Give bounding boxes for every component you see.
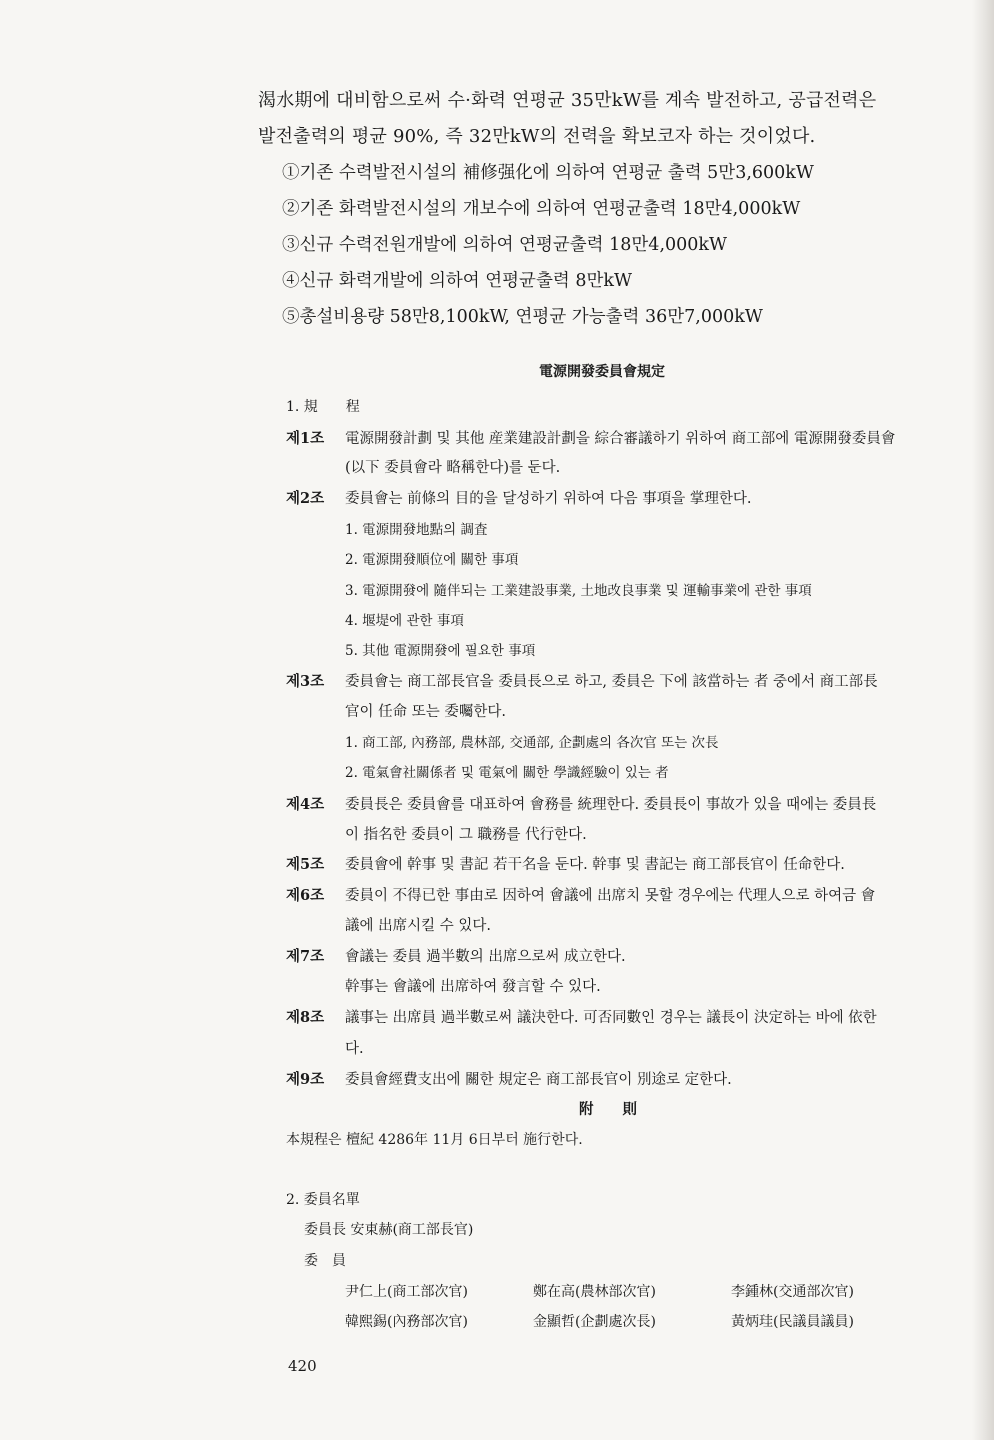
chairman-line: 委員長 安東赫(商工部長官)	[304, 1222, 474, 1238]
regulation-title: 電源開發委員會規定	[539, 364, 665, 380]
member-5: 金顯哲(企劃處次長)	[533, 1314, 656, 1330]
article-1-line-2: (以下 委員會라 略稱한다)를 둔다.	[345, 460, 561, 476]
article-1-line-1: 電源開發計劃 및 其他 産業建設計劃을 綜合審議하기 위하여 商工部에 電源開發委員會	[345, 431, 896, 447]
article-4-line-1: 委員長은 委員會를 대표하여 會務를 統理한다. 委員長이 事故가 있을 때에는 委員長	[345, 797, 877, 813]
article-7-label: 제7조	[286, 948, 325, 965]
page-edge-shadow	[972, 0, 994, 1440]
section-1-heading: 1. 規 程	[286, 399, 360, 415]
article-7-line-1: 會議는 委員 過半數의 出席으로써 成立한다.	[345, 949, 626, 965]
member-6: 黃炳珪(民議員議員)	[731, 1314, 854, 1330]
member-1: 尹仁上(商工部次官)	[345, 1284, 468, 1300]
article-3-sub-2: 2. 電氣會社關係者 및 電氣에 關한 學識經驗이 있는 者	[345, 765, 669, 781]
article-4-label: 제4조	[286, 796, 325, 813]
article-2-sub-3: 3. 電源開發에 隨伴되는 工業建設事業, 土地改良事業 및 運輸事業에 관한 事項	[345, 583, 812, 599]
intro-line-1: 渴水期에 대비함으로써 수·화력 연평균 35만kW를 계속 발전하고, 공급전력은	[258, 90, 877, 111]
article-6-label: 제6조	[286, 887, 325, 904]
article-2-label: 제2조	[286, 490, 325, 507]
article-3-sub-1: 1. 商工部, 內務部, 農林部, 交通部, 企劃處의 各次官 또는 次長	[345, 735, 719, 751]
intro-item-4: ④신규 화력개발에 의하여 연평균출력 8만kW	[282, 271, 632, 291]
article-8-line-2: 다.	[345, 1041, 364, 1057]
article-8-label: 제8조	[286, 1009, 325, 1026]
member-3: 李鍾林(交通部次官)	[731, 1284, 854, 1300]
article-2-sub-1: 1. 電源開發地點의 調査	[345, 522, 488, 538]
intro-item-3: ③신규 수력전원개발에 의하여 연평균출력 18만4,000kW	[282, 235, 727, 255]
article-2-sub-5: 5. 其他 電源開發에 필요한 事項	[345, 643, 536, 659]
article-5-line-1: 委員會에 幹事 및 書記 若干名을 둔다. 幹事 및 書記는 商工部長官이 任命한다.	[345, 857, 845, 873]
article-3-line-1: 委員會는 商工部長官을 委員長으로 하고, 委員은 下에 該當하는 者 중에서 商工部長	[345, 674, 878, 690]
article-3-line-2: 官이 任命 또는 委囑한다.	[345, 704, 506, 720]
article-4-line-2: 이 指名한 委員이 그 職務를 代行한다.	[345, 827, 587, 843]
article-2-sub-4: 4. 堰堤에 관한 事項	[345, 613, 464, 629]
article-6-line-2: 議에 出席시킬 수 있다.	[345, 918, 491, 934]
article-5-label: 제5조	[286, 856, 325, 873]
article-2-sub-2: 2. 電源開發順位에 關한 事項	[345, 552, 519, 568]
intro-item-2: ②기존 화력발전시설의 개보수에 의하여 연평균출력 18만4,000kW	[282, 199, 801, 219]
article-6-line-1: 委員이 不得已한 事由로 因하여 會議에 出席치 못할 경우에는 代理人으로 하여금 會	[345, 888, 876, 904]
appendix-title: 附 則	[579, 1101, 637, 1118]
member-2: 鄭在高(農林部次官)	[533, 1284, 656, 1300]
members-label: 委 員	[304, 1253, 346, 1269]
article-2-line-1: 委員會는 前條의 目的을 달성하기 위하여 다음 事項을 掌理한다.	[345, 491, 752, 507]
article-7-line-2: 幹事는 會議에 出席하여 發言할 수 있다.	[345, 979, 601, 995]
article-9-label: 제9조	[286, 1071, 325, 1088]
article-1-label: 제1조	[286, 430, 325, 447]
appendix-text: 本規程은 檀紀 4286年 11月 6日부터 施行한다.	[286, 1132, 583, 1148]
article-9-line-1: 委員會經費支出에 關한 規定은 商工部長官이 別途로 定한다.	[345, 1072, 732, 1088]
section-2-heading: 2. 委員名單	[286, 1192, 360, 1208]
member-4: 韓熙錫(內務部次官)	[345, 1314, 468, 1330]
intro-item-1: ①기존 수력발전시설의 補修强化에 의하여 연평균 출력 5만3,600kW	[282, 163, 814, 183]
intro-item-5: ⑤총설비용량 58만8,100kW, 연평균 가능출력 36만7,000kW	[282, 307, 763, 327]
article-3-label: 제3조	[286, 673, 325, 690]
page-number: 420	[288, 1357, 317, 1375]
intro-line-2: 발전출력의 평균 90%, 즉 32만kW의 전력을 확보코자 하는 것이었다.	[258, 126, 816, 147]
article-8-line-1: 議事는 出席員 過半數로써 議決한다. 可否同數인 경우는 議長이 決定하는 바에 依한	[345, 1010, 877, 1026]
